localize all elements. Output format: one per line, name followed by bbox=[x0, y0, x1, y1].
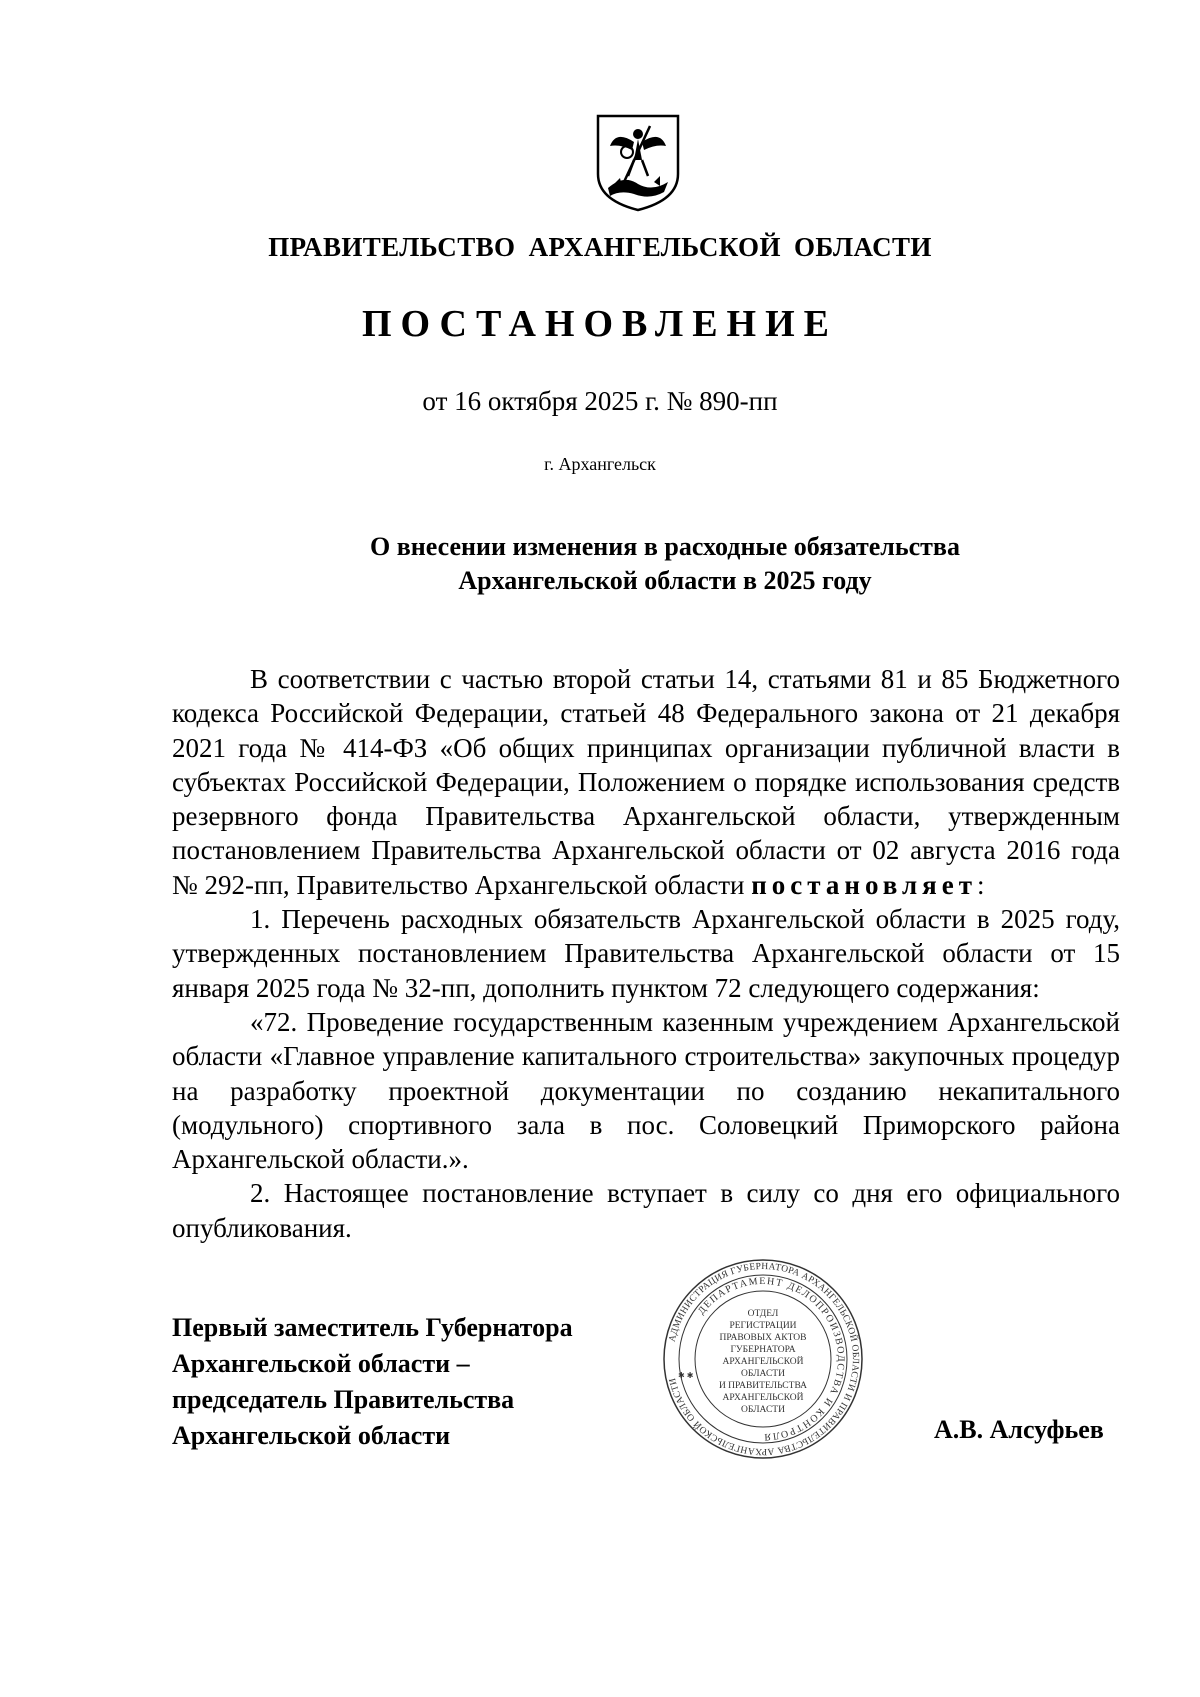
preamble-text: В соответствии с частью второй статьи 14, статьями 81 и 85 Бюджетного кодекса Российской Федерации, статьей 48 Федерального закона от 21 декабря 2021 года № 414-ФЗ «Об общих принципах организации публичной власти в субъектах Российской Федерации, Положением о порядке использования средств резервного фонда Правительства Архангельской области, утвержденным постановлением Правительства Архангельской области от 02 августа 2016 года № 292-пп, Правительство Архангельской области bbox=[172, 664, 1120, 900]
signer-position bbox=[172, 1310, 692, 1454]
subject-line: О внесении изменения в расходные обязательства bbox=[370, 532, 960, 561]
signer-position-line: Первый заместитель Губернатора bbox=[172, 1313, 573, 1342]
resolves-word: постановляет bbox=[751, 869, 977, 900]
stamp-outer-ring-text: АДМИНИСТРАЦИЯ ГУБЕРНАТОРА АРХАНГЕЛЬСКОЙ ОБЛАСТИ И ПРАВИТЕЛЬСТВА АРХАНГЕЛЬСКОЙ ОБЛАСТИ bbox=[667, 1261, 861, 1457]
stamp-center-line: ГУБЕРНАТОРА bbox=[730, 1345, 796, 1355]
document-type-title: ПОСТАНОВЛЕНИЕ bbox=[361, 303, 839, 345]
resolves-colon: : bbox=[977, 869, 985, 900]
signer-position-line: председатель Правительства bbox=[172, 1385, 515, 1414]
stamp-center-line: РЕГИСТРАЦИИ bbox=[729, 1321, 797, 1331]
organization-title: ПРАВИТЕЛЬСТВО АРХАНГЕЛЬСКОЙ ОБЛАСТИ bbox=[268, 232, 932, 262]
document-subject bbox=[330, 530, 1000, 598]
stamp-inner-ring-text: ДЕПАРТАМЕНТ ДЕЛОПРОИЗВОДСТВА И КОНТРОЛЯ bbox=[696, 1275, 847, 1443]
signer-name: А.В. Алсуфьев bbox=[934, 1415, 1104, 1444]
registration-stamp bbox=[662, 1258, 864, 1460]
item-2-paragraph: 2. Настоящее постановление вступает в силу со дня его официального опубликования. bbox=[172, 1178, 1120, 1243]
stamp-center-line: АРХАНГЕЛЬСКОЙ bbox=[722, 1393, 804, 1403]
item-1-quote-paragraph: «72. Проведение государственным казенным учреждением Архангельской области «Главное управление капитального строительства» закупочных процедур на разработку проектной документации по созданию некапитального (модульного) спортивного зала в пос. Соловецкий Приморского района Архангельской области.». bbox=[172, 1006, 1120, 1175]
document-date-number: от 16 октября 2025 г. № 890-пп bbox=[422, 386, 778, 416]
stamp-center-line: И ПРАВИТЕЛЬСТВА bbox=[718, 1381, 808, 1391]
subject-line: Архангельской области в 2025 году bbox=[458, 566, 872, 595]
stamp-star-icon: ✱ ✱ bbox=[678, 1371, 694, 1380]
document-city: г. Архангельск bbox=[544, 454, 656, 474]
stamp-center-line: ОБЛАСТИ bbox=[741, 1405, 785, 1415]
item-1-paragraph: 1. Перечень расходных обязательств Архангельской области в 2025 году, утвержденных постановлением Правительства Архангельской области от 15 января 2025 года № 32-пп, дополнить пунктом 72 следующего содержания: bbox=[172, 904, 1120, 1003]
stamp-center-line: ОБЛАСТИ bbox=[741, 1369, 785, 1379]
document-body bbox=[172, 662, 1120, 1245]
signer-position-line: Архангельской области – bbox=[172, 1349, 470, 1378]
signer-position-line: Архангельской области bbox=[172, 1421, 451, 1450]
coat-of-arms-icon bbox=[594, 112, 682, 214]
stamp-center-line: ОТДЕЛ bbox=[747, 1309, 779, 1319]
preamble-paragraph bbox=[172, 662, 1120, 902]
stamp-center-line: АРХАНГЕЛЬСКОЙ bbox=[722, 1357, 804, 1367]
stamp-center-line: ПРАВОВЫХ АКТОВ bbox=[719, 1333, 807, 1343]
